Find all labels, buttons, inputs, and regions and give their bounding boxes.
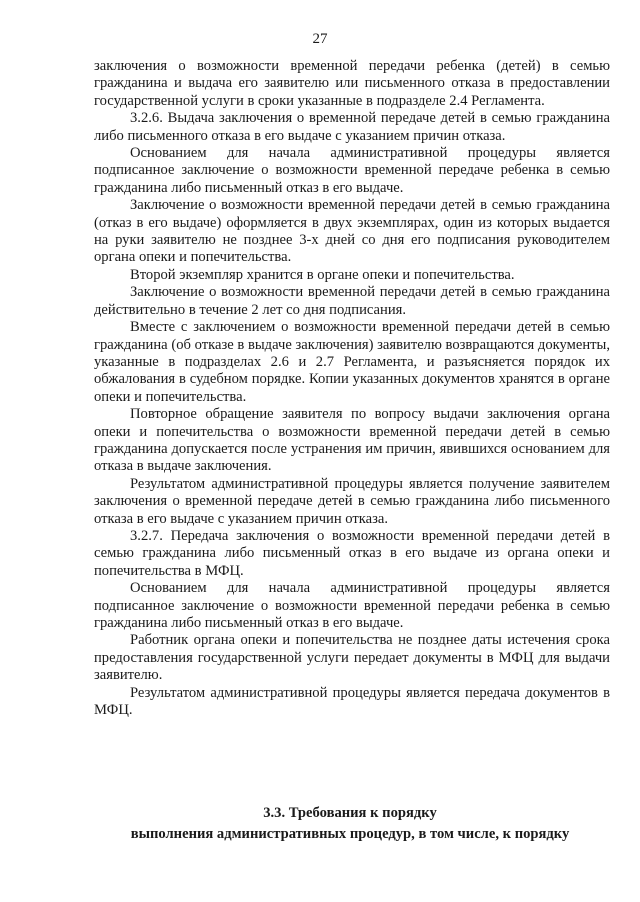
paragraph: Результатом административной процедуры является передача документов в МФЦ. [94, 684, 610, 719]
paragraph: Основанием для начала административной процедуры является подписанное заключение о возможности временной передачи ребенка в семью гражданина либо письменный отказ в его выдаче. [94, 580, 610, 631]
paragraph: Работник органа опеки и попечительства не позднее даты истечения срока предоставления государственной услуги передает документы в МФЦ для выдачи заявителю. [94, 632, 610, 684]
paragraph: Повторное обращение заявителя по вопросу выдачи заключения органа опеки и попечительства о возможности временной передачи детей в семью гражданина допускается после устранения им причин, явившихся основанием для отказа в выдаче заключения. [94, 406, 610, 475]
paragraph: Вместе с заключением о возможности временной передачи детей в семью гражданина (об отказе в выдаче заключения) заявителю возвращаются документы, указанные в подразделах 2.6 и 2.7 Регламента, и разъясняется порядок их обжалования в судебном порядке. Копии указанных документов хранятся в органе опеки и попечительства. [94, 319, 610, 405]
paragraph-3-2-6: 3.2.6. Выдача заключения о временной передаче детей в семью гражданина либо письменного отказа в его выдаче с указанием причин отказа. [94, 110, 610, 144]
paragraph: Заключение о возможности временной передачи детей в семью гражданина действительно в течение 2 лет со дня подписания. [94, 284, 610, 318]
document-body [94, 58, 610, 719]
paragraph: Результатом административной процедуры является получение заявителем заключения о временной передаче детей в семью гражданина либо письменного отказа в его выдаче с указанием причин отказа. [94, 475, 610, 527]
paragraph-continuation: заключения о возможности временной передачи ребенка (детей) в семью гражданина и выдача его заявителю или письменного отказа в предоставлении государственной услуги в сроки указанные в подразделе 2.4 Регламента. [94, 58, 610, 109]
page-number: 27 [312, 31, 328, 47]
paragraph-3-2-7: 3.2.7. Передача заключения о возможности временной передачи детей в семью гражданина либо письменный отказ в его выдаче из органа опеки и попечительства в МФЦ. [94, 527, 610, 579]
section-heading-line-1: 3.3. Требования к порядку [263, 805, 437, 821]
section-heading-line-2: выполнения административных процедур, в том числе, к порядку [130, 826, 570, 842]
paragraph: Основанием для начала административной процедуры является подписанное заключение о возможности временной передаче ребенка в семью гражданина либо письменный отказ в его выдаче. [94, 145, 610, 196]
paragraph: Второй экземпляр хранится в органе опеки и попечительства. [130, 266, 515, 283]
paragraph: Заключение о возможности временной передачи детей в семью гражданина (отказ в его выдаче) оформляется в двух экземплярах, один из которых выдается на руки заявителю не позднее 3-х дней со дня его подписания руководителем органа опеки и попечительства. [94, 197, 610, 266]
section-heading [60, 803, 640, 845]
